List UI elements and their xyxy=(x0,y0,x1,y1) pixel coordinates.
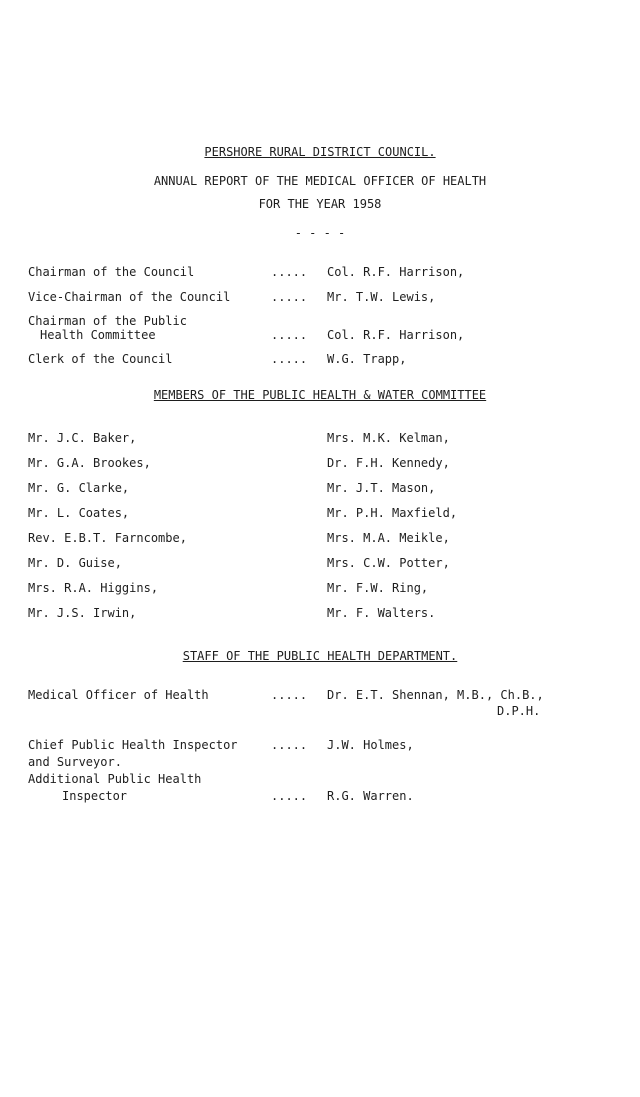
leader-dots: ..... xyxy=(271,328,308,342)
staff-name-moh: Dr. E.T. Shennan, M.B., Ch.B., xyxy=(327,688,544,702)
committee-member: Mr. J.T. Mason, xyxy=(327,481,436,495)
committee-member: Mr. P.H. Maxfield, xyxy=(327,506,458,520)
staff-role-moh: Medical Officer of Health xyxy=(28,688,209,702)
staff-role-aphi-2: Inspector xyxy=(62,789,128,803)
council-title: PERSHORE RURAL DISTRICT COUNCIL. xyxy=(204,145,436,159)
officer-name-chairman: Col. R.F. Harrison, xyxy=(327,265,465,279)
officer-name-vice-chairman: Mr. T.W. Lewis, xyxy=(327,290,436,304)
leader-dots: ..... xyxy=(271,352,308,366)
staff-name-cphi: J.W. Holmes, xyxy=(327,738,414,752)
staff-role-cphi-2: and Surveyor. xyxy=(28,755,122,769)
committee-member: Mr. G.A. Brookes, xyxy=(28,456,151,470)
committee-member: Mrs. M.A. Meikle, xyxy=(327,531,450,545)
officer-name-health-chairman: Col. R.F. Harrison, xyxy=(327,328,465,342)
report-title-line2: FOR THE YEAR 1958 xyxy=(258,197,382,211)
staff-name-moh-qualification: D.P.H. xyxy=(497,704,541,718)
committee-member: Rev. E.B.T. Farncombe, xyxy=(28,531,187,545)
report-title-line1: ANNUAL REPORT OF THE MEDICAL OFFICER OF HEALTH xyxy=(153,174,487,188)
committee-member: Mr. J.S. Irwin, xyxy=(28,606,137,620)
committee-member: Mr. D. Guise, xyxy=(28,556,122,570)
officer-role-clerk: Clerk of the Council xyxy=(28,352,173,366)
officer-role-vice-chairman: Vice-Chairman of the Council xyxy=(28,290,231,304)
committee-member: Mrs. C.W. Potter, xyxy=(327,556,450,570)
committee-member: Dr. F.H. Kennedy, xyxy=(327,456,450,470)
committee-member: Mr. L. Coates, xyxy=(28,506,130,520)
committee-member: Mr. J.C. Baker, xyxy=(28,431,137,445)
officer-role-chairman: Chairman of the Council xyxy=(28,265,195,279)
leader-dots: ..... xyxy=(271,789,308,803)
separator: - - - - xyxy=(294,226,346,240)
leader-dots: ..... xyxy=(271,290,308,304)
committee-member: Mrs. M.K. Kelman, xyxy=(327,431,450,445)
officer-role-health-chairman-1: Chairman of the Public xyxy=(28,314,187,328)
officer-name-clerk: W.G. Trapp, xyxy=(327,352,407,366)
leader-dots: ..... xyxy=(271,688,308,702)
staff-role-cphi-1: Chief Public Health Inspector xyxy=(28,738,238,752)
committee-heading: MEMBERS OF THE PUBLIC HEALTH & WATER COMMITTEE xyxy=(153,388,487,402)
committee-member: Mrs. R.A. Higgins, xyxy=(28,581,159,595)
committee-member: Mr. F. Walters. xyxy=(327,606,436,620)
committee-member: Mr. F.W. Ring, xyxy=(327,581,429,595)
leader-dots: ..... xyxy=(271,738,308,752)
staff-heading: STAFF OF THE PUBLIC HEALTH DEPARTMENT. xyxy=(182,649,458,663)
officer-role-health-chairman-2: Health Committee xyxy=(40,328,156,342)
staff-role-aphi-1: Additional Public Health xyxy=(28,772,202,786)
committee-member: Mr. G. Clarke, xyxy=(28,481,130,495)
leader-dots: ..... xyxy=(271,265,308,279)
staff-name-aphi: R.G. Warren. xyxy=(327,789,414,803)
